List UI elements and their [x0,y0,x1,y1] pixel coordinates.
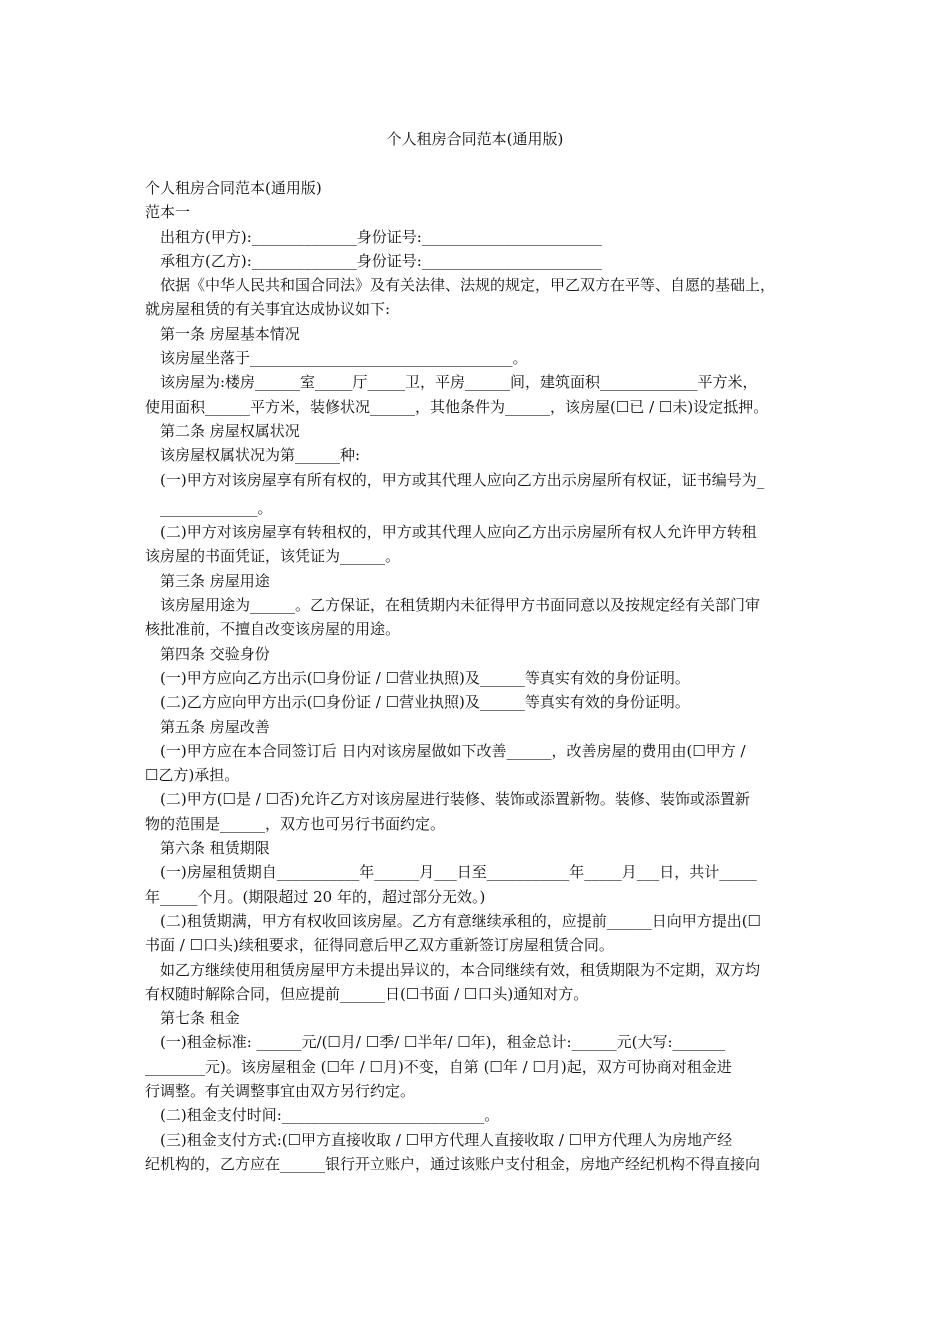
document-line: 范本一 [145,203,191,222]
document-line: (一)甲方应在本合同签订后 日内对该房屋做如下改善______，改善房屋的费用由(☐甲方 / [160,741,746,760]
document-title: 个人租房合同范本(通用版) [386,130,564,148]
document-line: ☐乙方)承担。 [145,766,240,785]
document-line: 第七条 租金 [160,1009,240,1028]
document-line: 第四条 交验身份 [160,644,270,663]
document-line: 个人租房合同范本(通用版) [145,179,322,197]
document-line: 书面 / ☐口头)续租要求，征得同意后甲乙双方重新签订房屋租赁合同。 [145,936,614,955]
document-line: (三)租金支付方式:(☐甲方直接收取 / ☐甲方代理人直接收取 / ☐甲方代理人为房地产经 [160,1130,733,1149]
document-line: 该房屋为:楼房______室_____厅_____卫，平房______间，建筑面积_____________平方米， [160,373,758,392]
document-line: 就房屋租赁的有关事宜达成协议如下: [145,300,391,319]
document-line: 年_____个月。(期限超过 20 年的，超过部分无效。) [145,887,486,906]
document-line: 有权随时解除合同，但应提前______日(☐书面 / ☐口头)通知对方。 [145,984,589,1003]
document-line: 如乙方继续使用租赁房屋甲方未提出异议的，本合同继续有效，租赁期限为不定期，双方均 [160,960,761,979]
document-line: (二)甲方(☐是 / ☐否)允许乙方对该房屋进行装修、装饰或添置新物。装修、装饰或添置新 [160,790,750,809]
document-line: 出租方(甲方):______________身份证号:________________________ [160,227,602,246]
document-line: 使用面积______平方米，装修状况______，其他条件为______，该房屋(☐已 / ☐未)设定抵押。 [145,397,769,416]
document-line: 该房屋的书面凭证，该凭证为______。 [145,547,401,566]
document-line: ________元)。该房屋租金 (☐年 / ☐月)不变，自第 (☐年 / ☐月)起，双方可协商对租金进 [145,1057,732,1076]
document-line: (二)乙方应向甲方出示(☐身份证 / ☐营业执照)及______等真实有效的身份证明。 [160,693,690,712]
document-line: 该房屋坐落于___________________________________。 [160,349,528,368]
document-line: _____________。 [160,498,273,517]
document-line: 第六条 租赁期限 [160,839,270,858]
document-line: (二)甲方对该房屋享有转租权的，甲方或其代理人应向乙方出示房屋所有权人允许甲方转租 [160,523,757,542]
document-line: (一)甲方应向乙方出示(☐身份证 / ☐营业执照)及______等真实有效的身份证明。 [160,668,690,687]
document-line: 第二条 房屋权属状况 [160,421,300,440]
document-line: 核批准前，不擅自改变该房屋的用途。 [145,620,401,639]
document-body [145,176,813,1176]
document-line: 第五条 房屋改善 [160,717,270,736]
document-line: 该房屋权属状况为第______种: [160,446,361,465]
document-line: 第一条 房屋基本情况 [160,324,300,343]
document-line: 纪机构的，乙方应在______银行开立账户，通过该账户支付租金，房地产经纪机构不得直接向 [145,1154,761,1173]
document-line: (二)租金支付时间:___________________________。 [160,1106,500,1125]
document-line: (二)租赁期满，甲方有权收回该房屋。乙方有意继续承租的，应提前______日向甲方提出(☐ [160,911,762,930]
document-line: 依据《中华人民共和国合同法》及有关法律、法规的规定，甲乙双方在平等、自愿的基础上， [160,276,776,295]
document-line: 行调整。有关调整事宜由双方另行约定。 [145,1081,416,1100]
document-line: (一)甲方对该房屋享有所有权的，甲方或其代理人应向乙方出示房屋所有权证，证书编号为_ [160,470,765,489]
document-line: 该房屋用途为______。乙方保证，在租赁期内未征得甲方书面同意以及按规定经有关部门审 [160,596,761,615]
document-line: (一)租金标准: ______元/(☐月/ ☐季/ ☐半年/ ☐年)，租金总计:______元(大写:_______ [160,1033,725,1052]
document-line: 物的范围是______，双方也可另行书面约定。 [145,814,446,833]
document-line: 承租方(乙方):______________身份证号:________________________ [160,251,602,270]
document-line: 第三条 房屋用途 [160,571,270,590]
document-line: (一)房屋租赁期自___________年______月___日至___________年_____月___日，共计_____ [160,863,757,882]
